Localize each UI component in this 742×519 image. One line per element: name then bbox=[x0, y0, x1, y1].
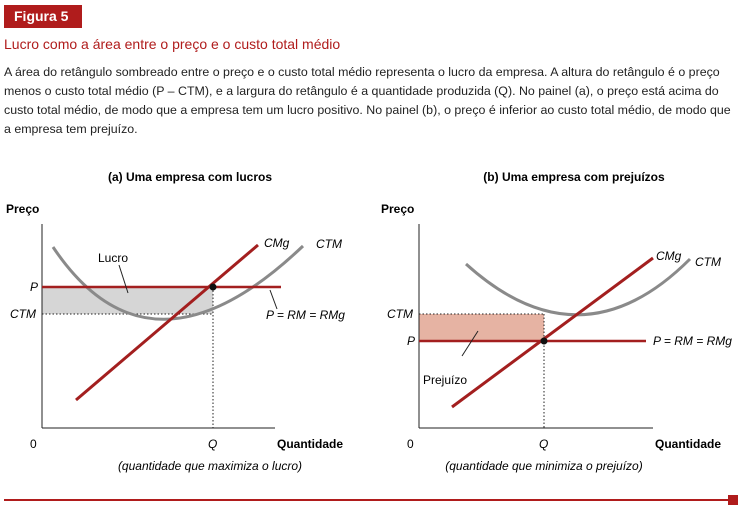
panel-a-title: (a) Uma empresa com lucros bbox=[107, 170, 273, 184]
footer-rule bbox=[4, 499, 730, 501]
atc-label: CTM bbox=[695, 255, 721, 269]
figure-label: Figura 5 bbox=[4, 5, 82, 28]
ctm-tick: CTM bbox=[387, 307, 413, 321]
loss-label: Prejuízo bbox=[423, 373, 468, 387]
panel-b bbox=[371, 160, 742, 480]
atc-label: CTM bbox=[316, 237, 342, 251]
panel-b-x-axis-label: Quantidade bbox=[655, 437, 722, 451]
caption-line: custo total médio, de modo que a empresa tem um lucro positivo. No painel (b), o preço é inferior ao custo total médio, de modo que bbox=[4, 103, 731, 117]
loss-area bbox=[419, 314, 544, 341]
caption-line: menos o custo total médio (P – CTM), e a largura do retângulo é a quantidade produzida (Q). No painel (a), o preço está acima do bbox=[4, 84, 719, 98]
equilibrium-point bbox=[210, 284, 217, 291]
panel-b-note: (quantidade que minimiza o prejuízo) bbox=[445, 459, 643, 473]
caption-line: a empresa tem prejuízo. bbox=[4, 122, 138, 136]
q-tick: Q bbox=[208, 437, 218, 451]
figure-title: Lucro como a área entre o preço e o custo total médio bbox=[4, 36, 341, 52]
panel-b-title: (b) Uma empresa com prejuízos bbox=[483, 170, 665, 184]
panel-a-y-axis-label: Preço bbox=[6, 202, 40, 216]
figure-caption bbox=[4, 63, 736, 139]
q-tick: Q bbox=[539, 437, 549, 451]
panel-a bbox=[0, 160, 371, 480]
panel-b-graph bbox=[371, 160, 742, 480]
footer-square bbox=[728, 495, 738, 505]
panel-a-note: (quantidade que maximiza o lucro) bbox=[117, 459, 303, 473]
origin-label: 0 bbox=[407, 437, 414, 451]
p-tick: P bbox=[30, 280, 39, 294]
panel-b-y-axis-label: Preço bbox=[381, 202, 415, 216]
profit-label: Lucro bbox=[98, 251, 129, 265]
price-line-label: P = RM = RMg bbox=[266, 308, 345, 322]
mc-label: CMg bbox=[264, 236, 290, 250]
panel-a-graph bbox=[0, 160, 371, 480]
mc-line bbox=[76, 245, 258, 400]
origin-label: 0 bbox=[30, 437, 37, 451]
p-tick: P bbox=[407, 334, 416, 348]
panel-a-x-axis-label: Quantidade bbox=[277, 437, 344, 451]
equilibrium-point bbox=[541, 338, 548, 345]
atc-curve bbox=[466, 259, 690, 315]
price-line-label: P = RM = RMg bbox=[653, 334, 732, 348]
price-label-pointer bbox=[270, 290, 277, 309]
mc-label: CMg bbox=[656, 249, 682, 263]
ctm-tick: CTM bbox=[10, 307, 36, 321]
caption-line: A área do retângulo sombreado entre o preço e o custo total médio representa o lucro da empresa. A altura do retângulo é o preço bbox=[4, 65, 720, 79]
